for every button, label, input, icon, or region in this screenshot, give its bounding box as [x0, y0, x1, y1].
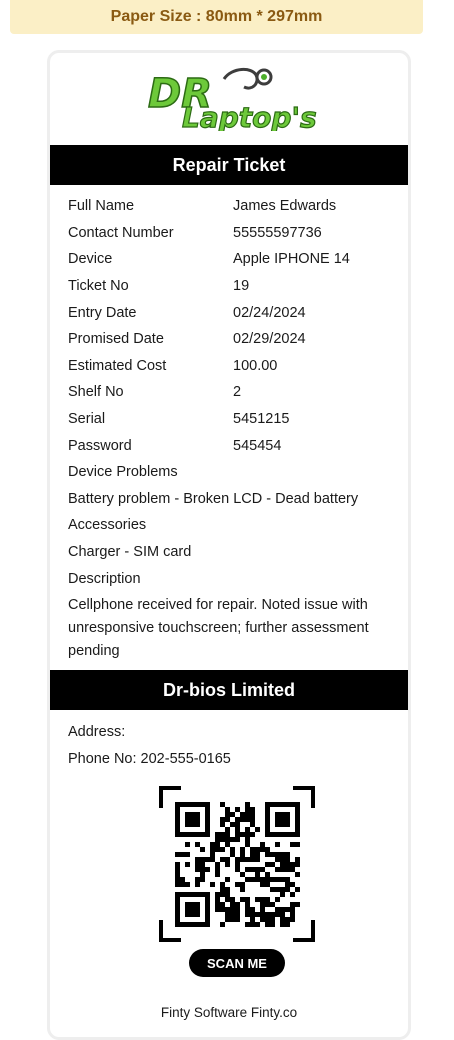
field-row: [68, 220, 398, 247]
scan-me-badge: [189, 949, 285, 977]
svg-text:DR: DR: [148, 71, 213, 117]
field-value: 5451215: [233, 411, 290, 428]
field-label: Entry Date: [68, 304, 137, 321]
field-value: 02/29/2024: [233, 331, 306, 348]
paper-size-text: Paper Size : 80mm * 297mm: [110, 8, 323, 25]
field-value: 2: [233, 384, 242, 401]
qr-code: [159, 786, 315, 942]
company-phone: Phone No: 202-555-0165: [68, 750, 231, 767]
description-label: Description: [68, 570, 141, 587]
field-value: Apple IPHONE 14: [233, 251, 350, 268]
field-row: [68, 246, 398, 273]
svg-text:Laptop's: Laptop's: [182, 101, 317, 131]
field-label: Device: [68, 251, 113, 268]
footer: [50, 1005, 408, 1020]
field-label: Shelf No: [68, 384, 124, 401]
repair-ticket-title: Repair Ticket: [172, 154, 286, 175]
scan-me-label: SCAN ME: [207, 955, 267, 971]
field-row: [68, 273, 398, 300]
field-value: James Edwards: [233, 198, 337, 215]
field-label: Serial: [68, 411, 106, 428]
repair-ticket-header: [50, 145, 408, 185]
field-label: Ticket No: [68, 278, 129, 295]
field-value: 545454: [233, 437, 282, 454]
field-row: [68, 406, 398, 433]
field-value: 19: [233, 278, 250, 295]
device-problems-section: [68, 459, 394, 663]
field-label: Password: [68, 437, 132, 454]
field-label: Estimated Cost: [68, 357, 167, 374]
company-contact: [68, 719, 394, 772]
field-row: [68, 353, 398, 380]
dr-laptops-logo: [144, 65, 322, 131]
footer-text: Finty Software Finty.co: [160, 1005, 298, 1020]
field-row: [68, 379, 398, 406]
field-label: Full Name: [68, 198, 135, 215]
description-value: Cellphone received for repair. Noted issue with unresponsive touchscreen; further assessment pending: [68, 596, 369, 659]
field-row: [68, 432, 398, 459]
field-value: 100.00: [233, 357, 278, 374]
device-problems-label: Device Problems: [68, 464, 178, 481]
accessories-value: Charger - SIM card: [68, 544, 192, 561]
address-label: Address:: [68, 724, 126, 741]
field-value: 55555597736: [233, 224, 322, 241]
device-problems-value: Battery problem - Broken LCD - Dead battery: [68, 490, 359, 507]
company-name: Dr-bios Limited: [162, 679, 295, 700]
company-header: [50, 670, 408, 710]
paper-size-banner: [10, 0, 423, 34]
field-row: [68, 299, 398, 326]
field-value: 02/24/2024: [233, 304, 306, 321]
field-row: [68, 193, 398, 220]
ticket-fields: [68, 193, 398, 459]
field-label: Promised Date: [68, 331, 164, 348]
field-row: [68, 326, 398, 353]
field-label: Contact Number: [68, 224, 174, 241]
accessories-label: Accessories: [68, 517, 147, 534]
repair-ticket: [47, 50, 411, 1040]
